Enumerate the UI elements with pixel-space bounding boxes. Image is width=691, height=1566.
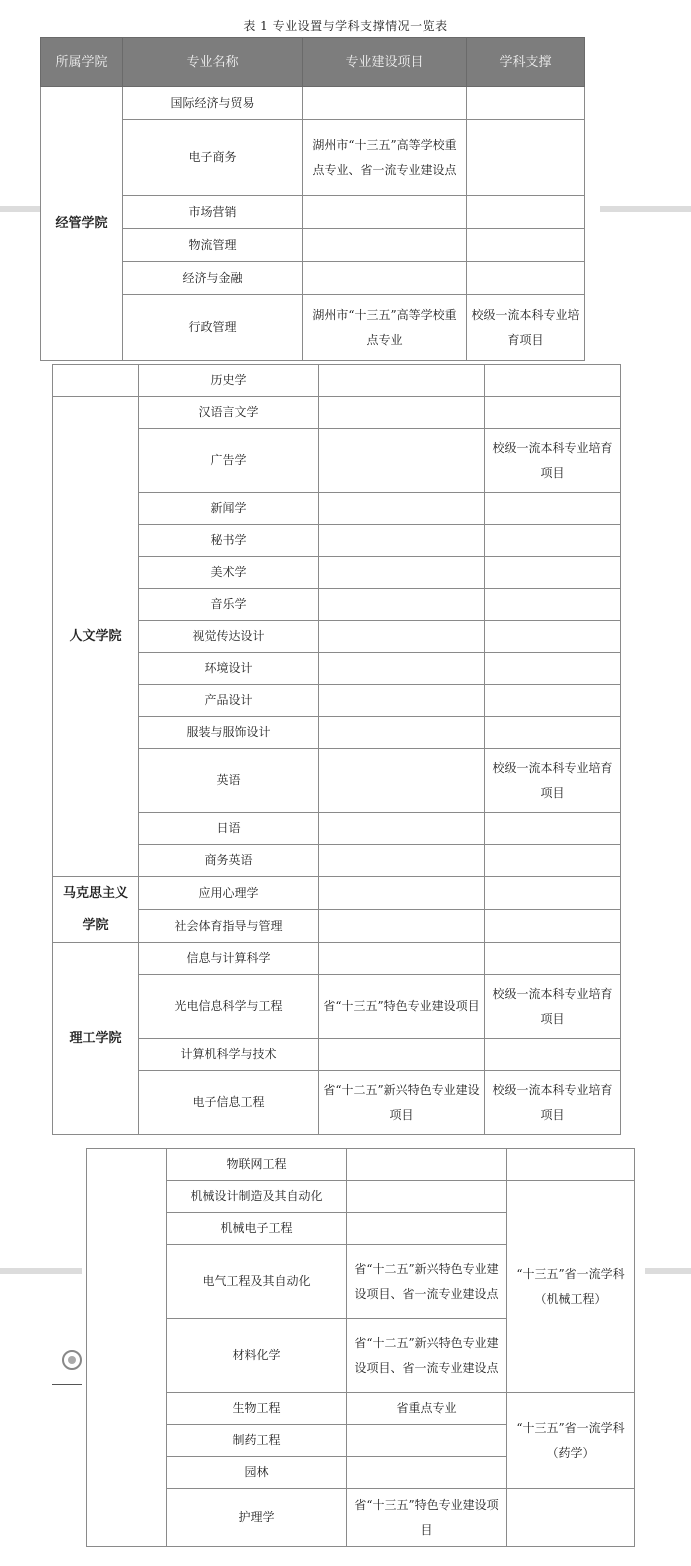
table-segment-2 (52, 364, 621, 1135)
table-segment-3 (86, 1148, 635, 1547)
support-cell-empty (507, 1149, 635, 1181)
table-row (53, 429, 621, 493)
project-cell (303, 196, 467, 229)
major-cell: 计算机科学与技术 (139, 1039, 319, 1071)
support-cell: 校级一流本科专业培育项目 (485, 1071, 621, 1135)
major-cell: 护理学 (167, 1489, 347, 1547)
support-cell (485, 1039, 621, 1071)
project-cell (347, 1425, 507, 1457)
major-cell: 物联网工程 (167, 1149, 347, 1181)
major-cell: 制药工程 (167, 1425, 347, 1457)
support-cell (485, 525, 621, 557)
major-cell: 秘书学 (139, 525, 319, 557)
project-cell (319, 943, 485, 975)
table-row (87, 1181, 635, 1213)
major-cell: 汉语言文学 (139, 397, 319, 429)
table-row (41, 87, 585, 120)
project-cell: 省“十二五”新兴特色专业建设项目、省一流专业建设点 (347, 1319, 507, 1393)
project-cell (319, 557, 485, 589)
scan-line (0, 1268, 82, 1274)
table-row (53, 397, 621, 429)
support-cell (467, 87, 585, 120)
project-cell (303, 87, 467, 120)
project-cell: 省“十二五”新兴特色专业建设项目 (319, 1071, 485, 1135)
major-cell: 材料化学 (167, 1319, 347, 1393)
major-cell: 生物工程 (167, 1393, 347, 1425)
major-cell: 英语 (139, 749, 319, 813)
support-cell (467, 196, 585, 229)
table-row (53, 975, 621, 1039)
project-cell (319, 685, 485, 717)
major-cell: 广告学 (139, 429, 319, 493)
project-cell (319, 910, 485, 943)
support-cell-empty (507, 1489, 635, 1547)
support-cell (485, 365, 621, 397)
support-cell: 校级一流本科专业培育项目 (485, 975, 621, 1039)
table-row (53, 1071, 621, 1135)
major-cell: 视觉传达设计 (139, 621, 319, 653)
major-cell: 商务英语 (139, 845, 319, 877)
major-cell: 历史学 (139, 365, 319, 397)
table-row (53, 943, 621, 975)
project-cell: 省“十二五”新兴特色专业建设项目、省一流专业建设点 (347, 1245, 507, 1319)
table-row (53, 589, 621, 621)
table-row (53, 813, 621, 845)
support-cell: 校级一流本科专业培育项目 (485, 749, 621, 813)
major-cell: 信息与计算科学 (139, 943, 319, 975)
table-row (87, 1393, 635, 1425)
table-row (53, 910, 621, 943)
support-cell (485, 813, 621, 845)
table-row (87, 1149, 635, 1181)
table-row (41, 295, 585, 361)
major-cell: 电子信息工程 (139, 1071, 319, 1135)
college-cell-empty (53, 365, 139, 397)
support-cell (485, 943, 621, 975)
major-cell: 经济与金融 (123, 262, 303, 295)
header-support: 学科支撑 (467, 38, 585, 87)
support-cell: “十三五”省一流学科（药学） (507, 1393, 635, 1489)
support-cell (485, 910, 621, 943)
table-segment-1 (40, 37, 585, 361)
project-cell (347, 1181, 507, 1213)
major-cell: 电子商务 (123, 120, 303, 196)
support-cell (467, 120, 585, 196)
project-cell (319, 845, 485, 877)
table-row (53, 365, 621, 397)
table-row (53, 845, 621, 877)
support-cell: 校级一流本科专业培育项目 (485, 429, 621, 493)
project-cell (303, 262, 467, 295)
support-cell (485, 589, 621, 621)
project-cell: 省“十三五”特色专业建设项目 (347, 1489, 507, 1547)
project-cell (347, 1457, 507, 1489)
table-row (53, 653, 621, 685)
support-cell (485, 397, 621, 429)
project-cell: 省重点专业 (347, 1393, 507, 1425)
major-cell: 机械设计制造及其自动化 (167, 1181, 347, 1213)
header-major: 专业名称 (123, 38, 303, 87)
table-row (53, 749, 621, 813)
project-cell (319, 589, 485, 621)
major-cell: 美术学 (139, 557, 319, 589)
major-cell: 音乐学 (139, 589, 319, 621)
table-row (53, 717, 621, 749)
project-cell (303, 229, 467, 262)
table-row (53, 621, 621, 653)
project-cell: 湖州市“十三五”高等学校重点专业、省一流专业建设点 (303, 120, 467, 196)
scan-line (600, 206, 691, 212)
scan-line (0, 206, 40, 212)
major-cell: 光电信息科学与工程 (139, 975, 319, 1039)
project-cell (319, 365, 485, 397)
table-header-row (41, 38, 585, 87)
support-cell (485, 557, 621, 589)
college-cell: 人文学院 (53, 397, 139, 877)
project-cell (319, 813, 485, 845)
table-row (41, 262, 585, 295)
support-cell (467, 229, 585, 262)
college-cell: 马克思主义学院 (53, 877, 139, 943)
project-cell (347, 1149, 507, 1181)
table-row (87, 1489, 635, 1547)
major-cell: 园林 (167, 1457, 347, 1489)
major-cell: 环境设计 (139, 653, 319, 685)
major-cell: 日语 (139, 813, 319, 845)
divider (52, 1384, 82, 1385)
table-row (53, 493, 621, 525)
table-row (53, 877, 621, 910)
seal-icon (62, 1350, 82, 1370)
table-row (53, 525, 621, 557)
project-cell (319, 717, 485, 749)
college-cell-empty (87, 1149, 167, 1547)
project-cell (347, 1213, 507, 1245)
project-cell (319, 429, 485, 493)
header-project: 专业建设项目 (303, 38, 467, 87)
table-caption: 表 1 专业设置与学科支撑情况一览表 (243, 19, 448, 33)
table-row (53, 1039, 621, 1071)
project-cell (319, 1039, 485, 1071)
major-cell: 物流管理 (123, 229, 303, 262)
major-cell: 社会体育指导与管理 (139, 910, 319, 943)
table-row (53, 557, 621, 589)
support-cell (485, 717, 621, 749)
project-cell (319, 653, 485, 685)
major-cell: 市场营销 (123, 196, 303, 229)
support-cell (467, 262, 585, 295)
header-college: 所属学院 (41, 38, 123, 87)
table-row (53, 685, 621, 717)
project-cell (319, 493, 485, 525)
support-cell (485, 685, 621, 717)
major-cell: 电气工程及其自动化 (167, 1245, 347, 1319)
major-cell: 行政管理 (123, 295, 303, 361)
major-cell: 机械电子工程 (167, 1213, 347, 1245)
project-cell (319, 621, 485, 653)
project-cell (319, 877, 485, 910)
college-cell: 理工学院 (53, 943, 139, 1135)
support-cell (485, 845, 621, 877)
support-cell: “十三五”省一流学科（机械工程） (507, 1181, 635, 1393)
scan-line (645, 1268, 691, 1274)
support-cell (485, 493, 621, 525)
table-row (41, 120, 585, 196)
college-cell: 经管学院 (41, 87, 123, 361)
support-cell: 校级一流本科专业培育项目 (467, 295, 585, 361)
support-cell (485, 653, 621, 685)
project-cell: 湖州市“十三五”高等学校重点专业 (303, 295, 467, 361)
table-row (41, 229, 585, 262)
major-cell: 新闻学 (139, 493, 319, 525)
project-cell (319, 749, 485, 813)
major-cell: 产品设计 (139, 685, 319, 717)
project-cell: 省“十三五”特色专业建设项目 (319, 975, 485, 1039)
major-cell: 服装与服饰设计 (139, 717, 319, 749)
major-cell: 国际经济与贸易 (123, 87, 303, 120)
project-cell (319, 525, 485, 557)
table-row (41, 196, 585, 229)
project-cell (319, 397, 485, 429)
major-cell: 应用心理学 (139, 877, 319, 910)
support-cell (485, 621, 621, 653)
support-cell (485, 877, 621, 910)
